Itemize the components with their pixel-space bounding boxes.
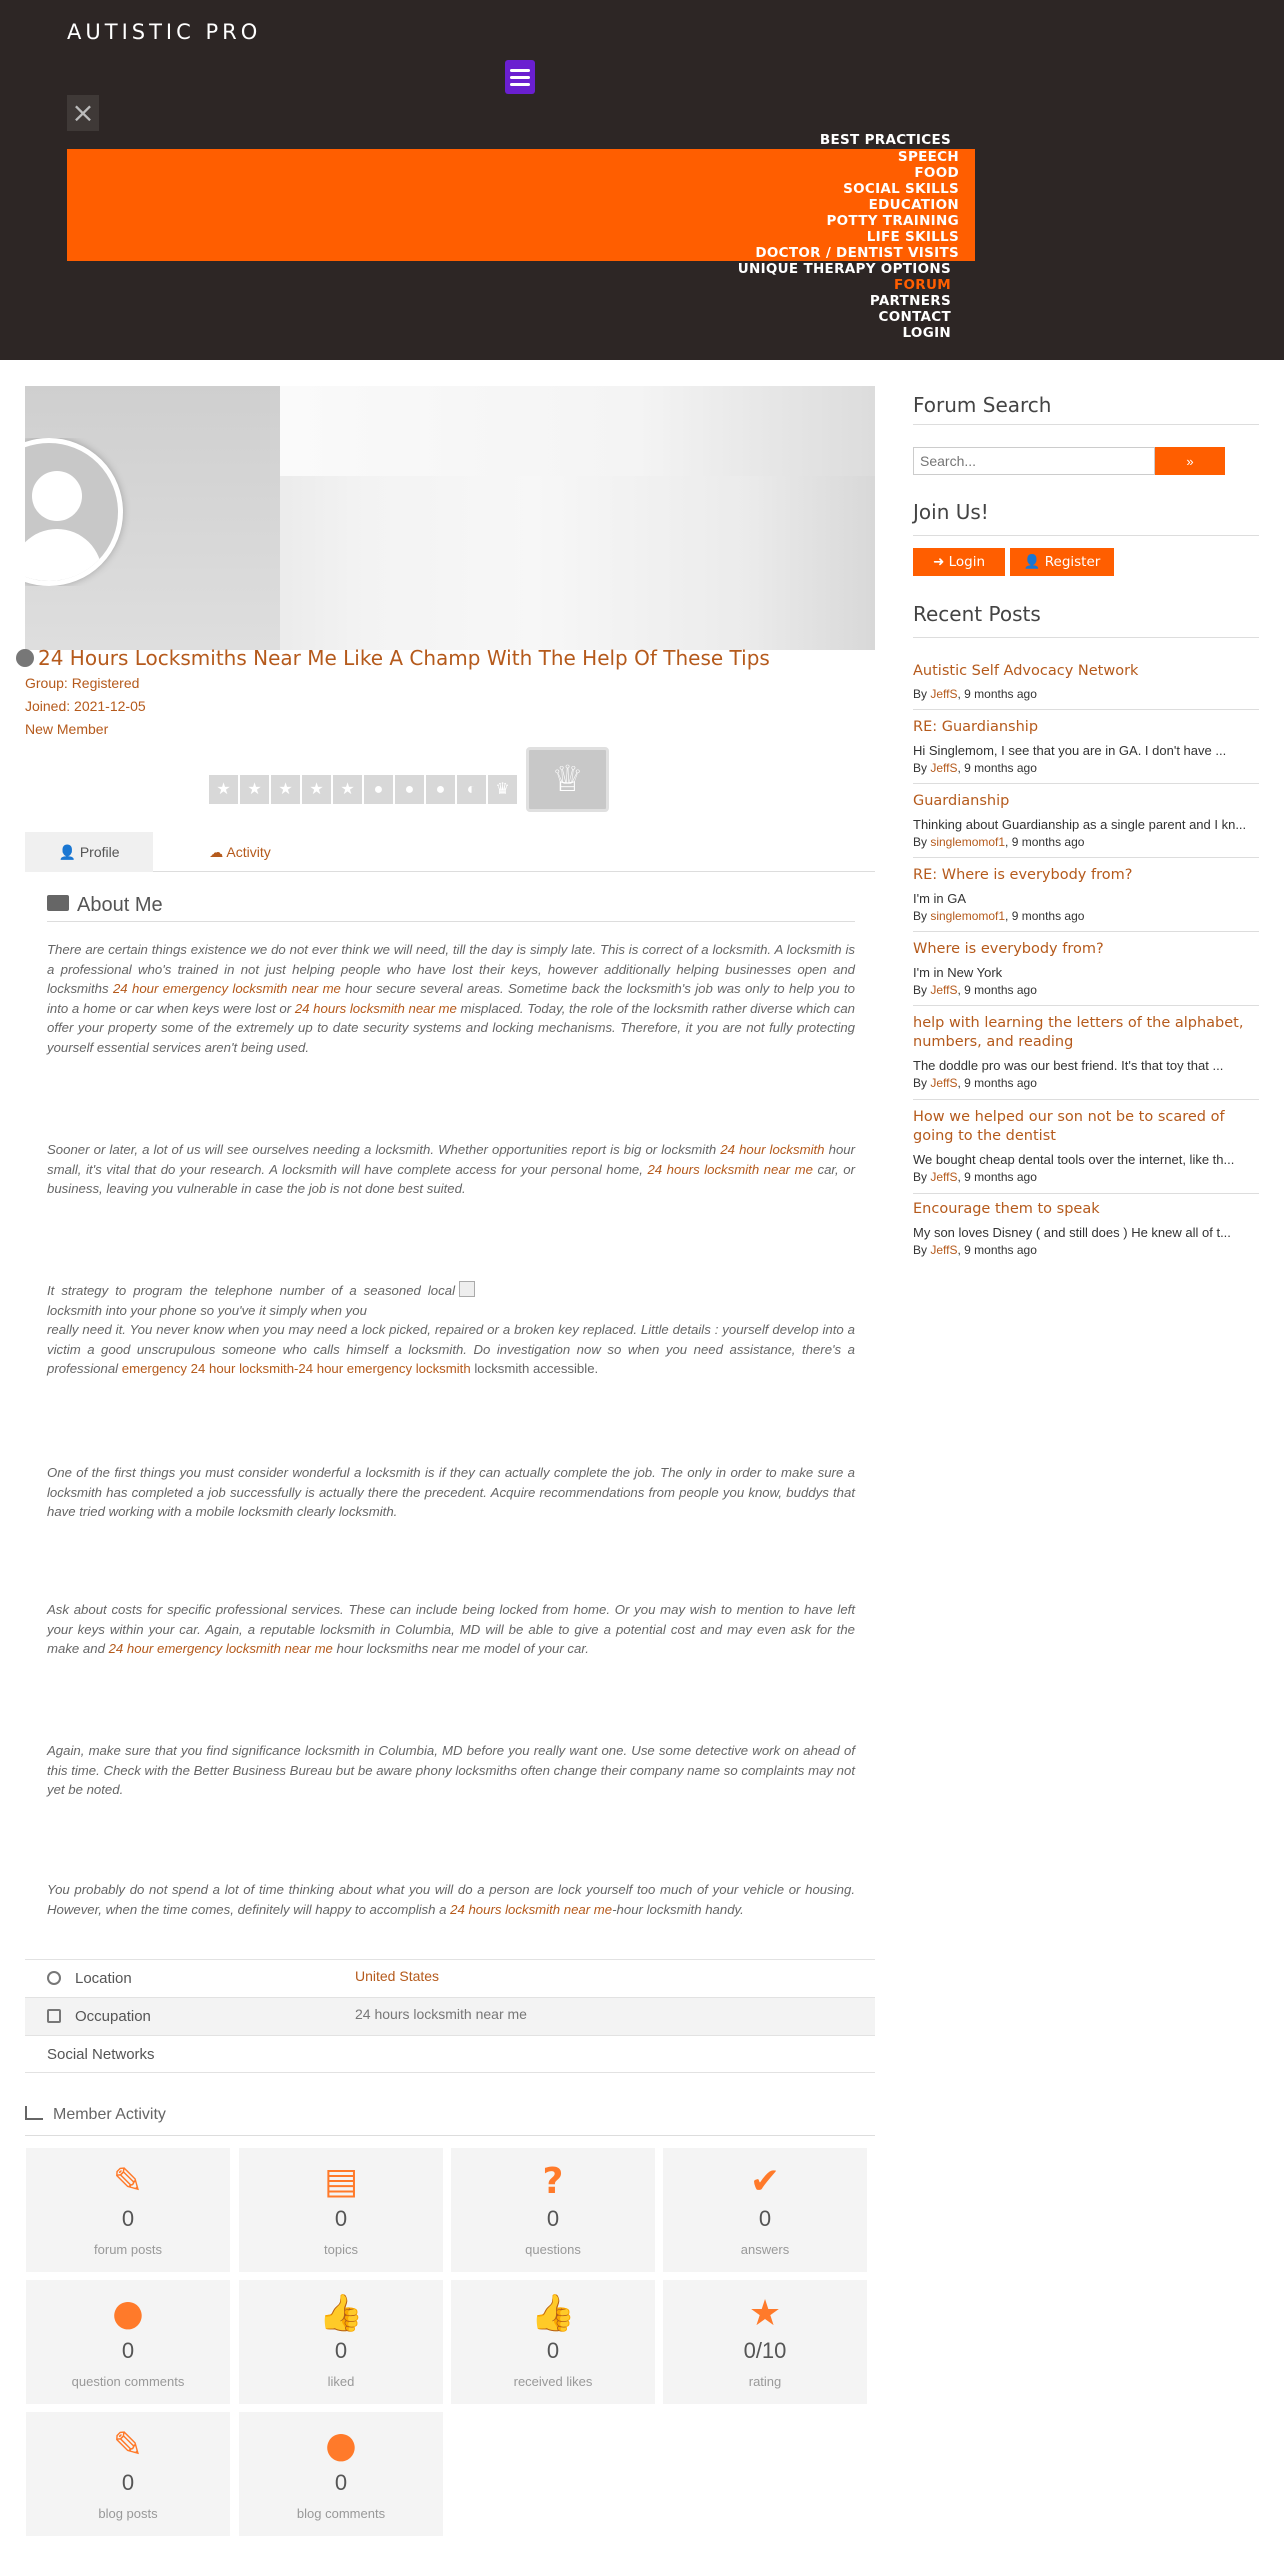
recent-post-title[interactable]: Encourage them to speak <box>913 1201 1100 1217</box>
nav-item-life-skills[interactable]: LIFE SKILLS <box>866 229 959 245</box>
forum-search-input[interactable] <box>913 447 1155 475</box>
recent-post-title[interactable]: Autistic Self Advocacy Network <box>913 663 1139 679</box>
forum-search-title: Forum Search <box>913 393 1052 417</box>
avatar <box>25 438 133 586</box>
about-paragraph: Again, make sure that you find significance locksmith in Columbia, MD before you really want one. Use some detective work on ahead of this time. Check with the Better Business Bureau but be aware phony locksmiths often change their company name so complaints may not yet be noted. <box>47 1743 855 1797</box>
site-header <box>0 0 1284 360</box>
join-us-title: Join Us! <box>913 500 989 524</box>
nav-item-potty-training[interactable]: POTTY TRAINING <box>826 213 959 229</box>
about-paragraph: There are certain things existence we do not ever think we will need, till the day is simply late. This is correct of a locksmith. A locksmith is a professional who's trained in not just helping people who have lost their keys, however additionally helping businesses open and locksmiths 24 hour emergency locksmith near me hour secure several areas. Sometime back the locksmith's job was only to help you to into a home or car when keys were lost or 24 hours locksmith near me misplaced. Today, the role of the locksmith rather diverse which can offer your property some of the extremely up to date security systems and locking mechanisms. Therefore, it you are not fully protecting yourself essential services aren't being used. <box>47 942 856 1055</box>
received-likes-stat: 👍 0 received likes <box>451 2280 655 2404</box>
about-paragraph: Sooner or later, a lot of us will see ourselves needing a locksmith. Whether opportunities report is big or locksmith 24 hour locksmith hour small, it's vital that do your research. A locksmith will have complete access for your personal home, 24 hours locksmith near me car, or business, leaving you vulnerable in case the job is not done best suited. <box>47 1142 855 1196</box>
recent-post: help with learning the letters of the alphabet, numbers, and reading The doddle pro was our best friend. It's that toy that ... By JeffS, 9 months ago <box>913 1014 1259 1100</box>
recent-post-title[interactable]: help with learning the letters of the alphabet, numbers, and reading <box>913 1015 1244 1050</box>
post-author[interactable]: singlemomof1 <box>930 835 1006 849</box>
post-author[interactable]: JeffS <box>930 1076 958 1090</box>
profile-joined: Joined: 2021-12-05 <box>25 698 146 714</box>
recent-post: RE: Where is everybody from? I'm in GA By singlemomof1, 9 months ago <box>913 866 1259 932</box>
recent-post: Where is everybody from? I'm in New York By JeffS, 9 months ago <box>913 940 1259 1006</box>
blog-posts-stat: ✎ 0 blog posts <box>26 2412 230 2536</box>
nav-item-forum[interactable]: FORUM <box>894 277 951 293</box>
circle-badge-icon: ● <box>426 775 455 804</box>
social-networks-row: Social Networks <box>25 2035 875 2073</box>
thumbs-up-icon: 👍 <box>318 2293 364 2334</box>
recent-post-title[interactable]: Guardianship <box>913 793 1010 809</box>
edit-icon: ✎ <box>112 2425 144 2466</box>
nav-item-contact[interactable]: CONTACT <box>878 309 951 325</box>
globe-icon <box>47 1971 61 1985</box>
recent-post: How we helped our son not be to scared of going to the dentist We bought cheap dental tools over the internet, like th... By JeffS, 9 months ago <box>913 1108 1259 1194</box>
menu-hamburger-icon[interactable] <box>505 60 535 94</box>
locksmith-link[interactable]: 24 hour locksmith <box>720 1142 825 1157</box>
nav-item-unique-therapy[interactable]: UNIQUE THERAPY OPTIONS <box>737 261 951 277</box>
profile-name: 24 Hours Locksmiths Near Me Like A Champ With The Help Of These Tips <box>25 646 770 670</box>
sign-in-icon: ➜ <box>932 554 945 570</box>
post-author[interactable]: JeffS <box>930 687 958 701</box>
recent-post: Encourage them to speak My son loves Disney ( and still does ) He knew all of t... By JeffS, 9 months ago <box>913 1201 1231 1257</box>
location-row: Location United States <box>25 1959 875 1997</box>
trophy-icon: ♕ <box>526 747 609 812</box>
question-icon: ? <box>542 2161 564 2202</box>
locksmith-link[interactable]: 24 hour emergency locksmith near me <box>108 1641 333 1656</box>
shield-badge-icon: ◐ <box>457 775 486 804</box>
locksmith-link[interactable]: emergency 24 hour locksmith-24 hour emergency locksmith <box>121 1361 471 1376</box>
post-author[interactable]: singlemomof1 <box>930 909 1006 923</box>
recent-post: RE: Guardianship Hi Singlemom, I see that you are in GA. I don't have ... By JeffS, 9 months ago <box>913 718 1259 784</box>
star-badge-icon: ★ <box>209 775 238 804</box>
post-author[interactable]: JeffS <box>930 1243 958 1257</box>
tab-activity[interactable]: ☁ Activity <box>209 844 271 860</box>
recent-posts-title: Recent Posts <box>913 602 1041 626</box>
liked-stat: 👍 0 liked <box>239 2280 443 2404</box>
about-title: About Me <box>47 894 163 917</box>
pencil-icon: ✎ <box>112 2161 144 2202</box>
about-paragraph: It strategy to program the telephone number of a seasoned local locksmith into your phone so you've it simply when you really need it. You never know when you may need a lock picked, repaired or a broken key replaced. Little details : yourself develop into a victim a good unscrupulous someone who calls himself a locksmith. Do investigation now so when you need assistance, there's a professional emergency 24 hour locksmith-24 hour emergency locksmith locksmith accessible. <box>47 1283 855 1376</box>
nav-item-doctor-dentist[interactable]: DOCTOR / DENTIST VISITS <box>755 245 959 261</box>
circle-badge-icon: ● <box>364 775 393 804</box>
locksmith-link[interactable]: 24 hours locksmith near me <box>647 1161 813 1177</box>
about-paragraph: You probably do not spend a lot of time thinking about what you will do a person are lock yourself too much of your vehicle or housing. However, when the time comes, definitely will happy to accomplish a 24 hours locksmith near me-hour locksmith handy. <box>47 1882 855 1917</box>
star-badge-icon: ★ <box>302 775 331 804</box>
user-plus-icon: 👤 <box>1023 554 1041 570</box>
locksmith-link[interactable]: 24 hour emergency locksmith near me <box>112 981 341 996</box>
nav-item-social-skills[interactable]: SOCIAL SKILLS <box>843 181 959 197</box>
site-title[interactable]: AUTISTIC PRO <box>67 20 262 44</box>
recent-post-title[interactable]: RE: Guardianship <box>913 719 1039 735</box>
document-icon: ▤ <box>323 2161 358 2202</box>
recent-post-title[interactable]: How we helped our son not be to scared of going to the dentist <box>913 1109 1225 1144</box>
close-menu-icon[interactable]: × <box>67 95 99 131</box>
tab-profile[interactable]: 👤 Profile <box>25 832 153 872</box>
location-value[interactable]: United States <box>355 1968 440 1984</box>
rank-badges <box>209 775 517 804</box>
check-icon: ✔ <box>749 2161 781 2202</box>
thumbs-up-icon: 👍 <box>530 2293 576 2334</box>
about-paragraph: Ask about costs for specific professional services. These can include being locked from home. Or you may wish to mention to have left your keys within your car. Again, a reputable locksmith in Columbia, MD will be able to give a potential cost and may even ask for the make and 24 hour emergency locksmith near me hour locksmiths near me model of your car. <box>47 1602 855 1656</box>
nav-item-login[interactable]: LOGIN <box>902 325 951 341</box>
comment-icon: ● <box>112 2293 144 2334</box>
nav-item-food[interactable]: FOOD <box>914 165 959 181</box>
id-card-icon <box>47 895 69 911</box>
recent-post: Guardianship Thinking about Guardianship as a single parent and I kn... By singlemomof1, 9 months ago <box>913 792 1259 858</box>
profile-cover-image <box>25 386 875 650</box>
star-badge-icon: ★ <box>333 775 362 804</box>
star-icon: ★ <box>748 2293 782 2334</box>
profile-group: Group: Registered <box>25 675 140 691</box>
forum-posts-stat: ✎ 0 forum posts <box>26 2148 230 2272</box>
post-author[interactable]: JeffS <box>930 761 958 775</box>
occupation-value: 24 hours locksmith near me <box>355 2006 527 2022</box>
locksmith-link[interactable]: 24 hours locksmith near me <box>450 1901 613 1917</box>
post-author[interactable]: JeffS <box>930 983 958 997</box>
answers-stat: ✔ 0 answers <box>663 2148 867 2272</box>
rating-stat: ★ 0/10 rating <box>663 2280 867 2404</box>
id-card-icon <box>47 2009 61 2023</box>
nav-item-speech[interactable]: SPEECH <box>897 149 959 165</box>
chart-icon <box>25 2106 43 2120</box>
nav-item-partners[interactable]: PARTNERS <box>869 293 951 309</box>
locksmith-link[interactable]: 24 hours locksmith near me <box>294 1000 457 1016</box>
circle-badge-icon: ● <box>395 775 424 804</box>
recent-post: Autistic Self Advocacy Network By JeffS, 9 months ago <box>913 662 1259 710</box>
member-activity-title: Member Activity <box>25 2106 166 2124</box>
comments-icon: ● <box>325 2425 357 2466</box>
about-paragraph: One of the first things you must consider wonderful a locksmith is if they can actually complete the job. The only in order to make sure a locksmith has completed a job successfully is actually there the precedent. Acquire recommendations from people you know, buddys that have tried working with a mobile locksmith clearly locksmith. <box>47 1465 855 1519</box>
blog-comments-stat: ● 0 blog comments <box>239 2412 443 2536</box>
questions-stat: ? 0 questions <box>451 2148 655 2272</box>
register-button[interactable]: 👤 Register <box>1010 548 1114 576</box>
occupation-row: Occupation 24 hours locksmith near me <box>25 1997 875 2035</box>
topics-stat: ▤ 0 topics <box>239 2148 443 2272</box>
nav-item-best-practices[interactable]: BEST PRACTICES <box>819 132 951 148</box>
recent-post-title[interactable]: Where is everybody from? <box>913 941 1104 957</box>
online-status-icon <box>16 649 34 667</box>
recent-post-title[interactable]: RE: Where is everybody from? <box>913 867 1133 883</box>
nav-item-education[interactable]: EDUCATION <box>868 197 959 213</box>
login-button[interactable]: ➜ Login <box>913 548 1005 576</box>
post-author[interactable]: JeffS <box>930 1170 958 1184</box>
trophy-badge-icon: ♛ <box>488 775 517 804</box>
forum-search-button[interactable]: » <box>1155 447 1225 475</box>
question-comments-stat: ● 0 question comments <box>26 2280 230 2404</box>
star-badge-icon: ★ <box>271 775 300 804</box>
profile-rank: New Member <box>25 721 109 737</box>
star-badge-icon: ★ <box>240 775 269 804</box>
profile-tabs <box>25 832 875 872</box>
broken-image-icon <box>459 1281 475 1297</box>
